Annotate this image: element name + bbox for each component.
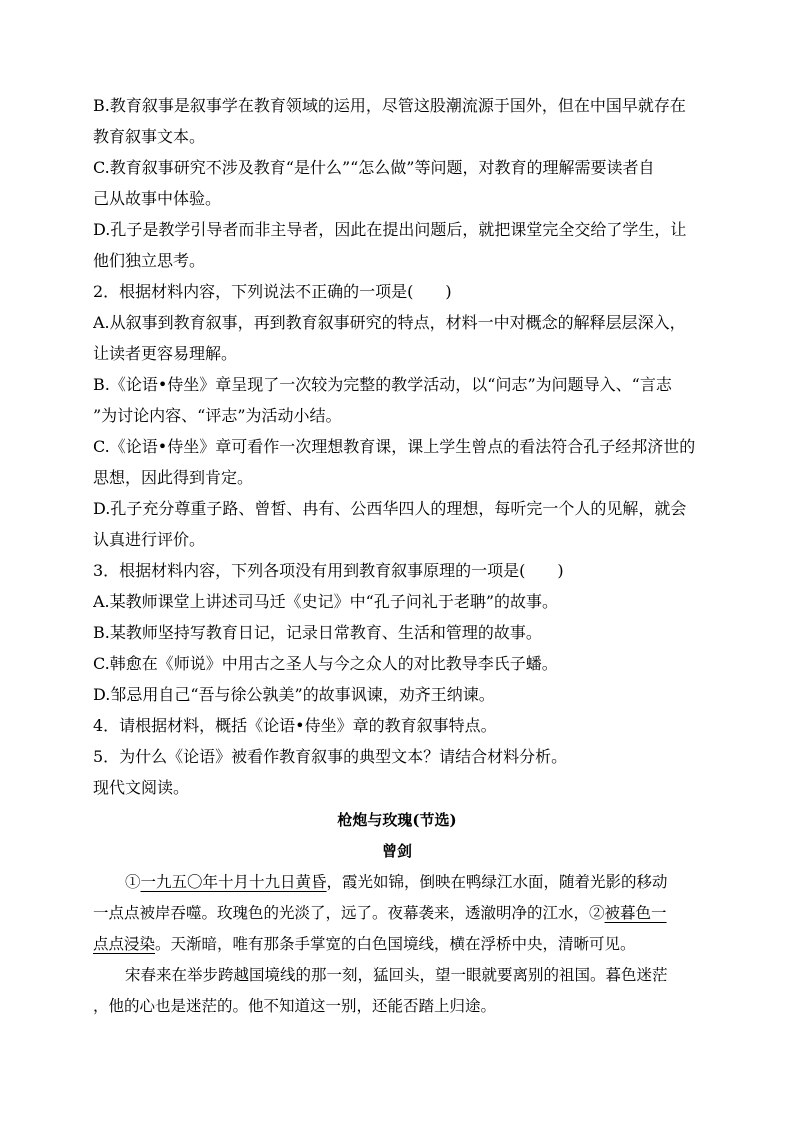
text-line: B.教育叙事是叙事学在教育领域的运用，尽管这股潮流源于国外，但在中国早就存在 bbox=[93, 96, 686, 115]
question-4: 4．请根据材料，概括《论语•侍坐》章的教育叙事特点。 bbox=[93, 716, 497, 735]
document-page bbox=[93, 90, 701, 1022]
passage-text: 。天渐暗，唯有那条手掌宽的白色国境线，横在浮桥中央，清晰可见。 bbox=[155, 935, 636, 953]
passage-author: 曾剑 bbox=[381, 842, 412, 860]
question-5: 5．为什么《论语》被看作教育叙事的典型文本？请结合材料分析。 bbox=[93, 747, 568, 766]
text-line: B.某教师坚持写教育日记，记录日常教育、生活和管理的故事。 bbox=[93, 623, 542, 642]
question-2: 2．根据材料内容，下列说法不正确的一项是( ) bbox=[93, 282, 452, 301]
text-line: 己从故事中体验。 bbox=[93, 189, 222, 208]
text-line: 教育叙事文本。 bbox=[93, 127, 206, 146]
question-3: 3．根据材料内容，下列各项没有用到教育叙事原理的一项是( ) bbox=[93, 561, 564, 580]
passage-title: 枪炮与玫瑰(节选) bbox=[337, 811, 457, 829]
passage-text: 一点点被岸吞噬。玫瑰色的光淡了，远了。夜幕袭来，透澈明净的江水， bbox=[93, 904, 590, 922]
section-heading: 现代文阅读。 bbox=[93, 778, 190, 797]
passage-paragraph-2-line-1: 宋春来在举步跨越国境线的那一刻，猛回头，望一眼就要离别的祖国。暮色迷茫 bbox=[125, 966, 668, 984]
mark-circled-2: ② bbox=[589, 904, 605, 922]
underlined-phrase-2a: 被暮色一 bbox=[604, 904, 667, 922]
underlined-phrase-2b: 点点浸染 bbox=[93, 935, 156, 953]
text-line: 思想，因此得到肯定。 bbox=[93, 468, 254, 487]
text-line: 他们独立思考。 bbox=[93, 251, 206, 270]
text-line: C.教育叙事研究不涉及教育“是什么”“怎么做”等问题，对教育的理解需要读者自 bbox=[93, 158, 655, 177]
passage-paragraph-1-line-1 bbox=[93, 867, 701, 898]
text-line: D.孔子是教学引导者而非主导者，因此在提出问题后，就把课堂完全交给了学生，让 bbox=[93, 220, 687, 239]
text-line: D.邹忌用自己“吾与徐公孰美”的故事讽谏，劝齐王纳谏。 bbox=[93, 685, 495, 704]
text-line: 认真进行评价。 bbox=[93, 530, 206, 549]
underlined-phrase-1: 一九五〇年十月十九日黄昏 bbox=[140, 873, 327, 891]
text-line: 让读者更容易理解。 bbox=[93, 344, 238, 363]
text-line: C.韩愈在《师说》中用古之圣人与今之众人的对比教导李氏子蟠。 bbox=[93, 654, 558, 673]
text-line: A.从叙事到教育叙事，再到教育叙事研究的特点，材料一中对概念的解释层层深入， bbox=[93, 313, 686, 332]
text-line: ”为讨论内容、“评志”为活动小结。 bbox=[93, 406, 342, 425]
passage-text: ，霞光如锦，倒映在鸭绿江水面，随着光影的移动 bbox=[326, 873, 668, 891]
text-line: D.孔子充分尊重子路、曾皙、冉有、公西华四人的理想，每听完一个人的见解，就会 bbox=[93, 499, 687, 518]
mark-circled-1: ① bbox=[125, 873, 141, 891]
passage-paragraph-1-line-3 bbox=[93, 929, 701, 960]
text-line: A.某教师课堂上讲述司马迁《史记》中“孔子问礼于老聃”的故事。 bbox=[93, 592, 559, 611]
text-line: C.《论语•侍坐》章可看作一次理想教育课，课上学生曾点的看法符合孔子经邦济世的 bbox=[93, 437, 696, 456]
passage-paragraph-1-line-2 bbox=[93, 898, 701, 929]
text-line: B.《论语•侍坐》章呈现了一次较为完整的教学活动，以“问志”为问题导入、“言志 bbox=[93, 375, 672, 394]
passage-paragraph-2-line-2: ，他的心也是迷茫的。他不知道这一别，还能否踏上归途。 bbox=[93, 997, 497, 1015]
